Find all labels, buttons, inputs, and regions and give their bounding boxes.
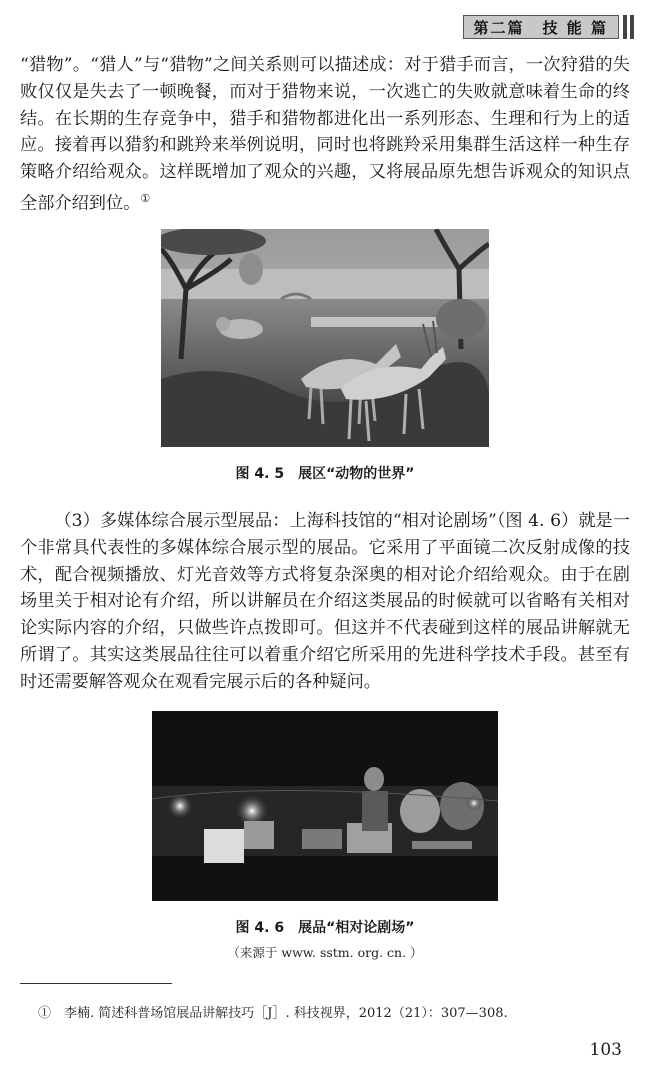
footnote-rule (20, 983, 172, 984)
figure-4-5-caption: 图 4. 5 展区“动物的世界” (235, 466, 415, 482)
paragraph-1-text: “猎物”。“猎人”与“猎物”之间关系则可以描述成：对于猎手而言，一次狩猎的失败仅仅是失去了一顿晚餐，而对于猎物来说，一次逃亡的失败就意味着生命的终结。在长期的生存竞争中，猎手和猎物都进化出一系列形态、生理和行为上的适应。接着再以猎豹和跳羚来举例说明，同时也将跳羚采用集群生活这样一种生存策略介绍给观众。这样既增加了观众的兴趣，又将展品原先想告诉观众的知识点全部介绍到位。 (20, 55, 630, 214)
page-number: 103 (589, 1040, 622, 1060)
body-paragraph-1 (20, 52, 630, 218)
figure-4-5-photo (161, 229, 489, 447)
header-title: 技 能 篇 (542, 18, 608, 37)
body-paragraph-2: （3）多媒体综合展示型展品：上海科技馆的“相对论剧场”（图 4. 6）就是一个非常具代表性的多媒体综合展示型的展品。它采用了平面镜二次反射成像的技术，配合视频播放、灯光音效等方式将复杂深奥的相对论介绍给观众。由于在剧场里关于相对论有介绍，所以讲解员在介绍这类展品的时候就可以省略有关相对论实际内容的介绍，只做些许点拨即可。但这并不代表碰到这样的展品讲解就无所谓了。其实这类展品往往可以着重介绍它所采用的先进科学技术手段。甚至有时还需要解答观众在观看完展示后的各种疑问。 (20, 511, 630, 692)
figure-4-6-source: （来源于 www. sstm. org. cn. ） (227, 945, 423, 960)
header-box (463, 15, 619, 39)
footnote: ① 李楠. 简述科普场馆展品讲解技巧［J］. 科技视界，2012（21）：307—308. (38, 1006, 508, 1021)
header-bars (623, 15, 634, 39)
footnote-marker: ① (140, 191, 151, 205)
figure-4-6-caption: 图 4. 6 展品“相对论剧场” (235, 920, 415, 936)
running-header (463, 14, 634, 40)
figure-4-6-photo (152, 711, 498, 901)
header-part: 第二篇 (473, 18, 525, 37)
